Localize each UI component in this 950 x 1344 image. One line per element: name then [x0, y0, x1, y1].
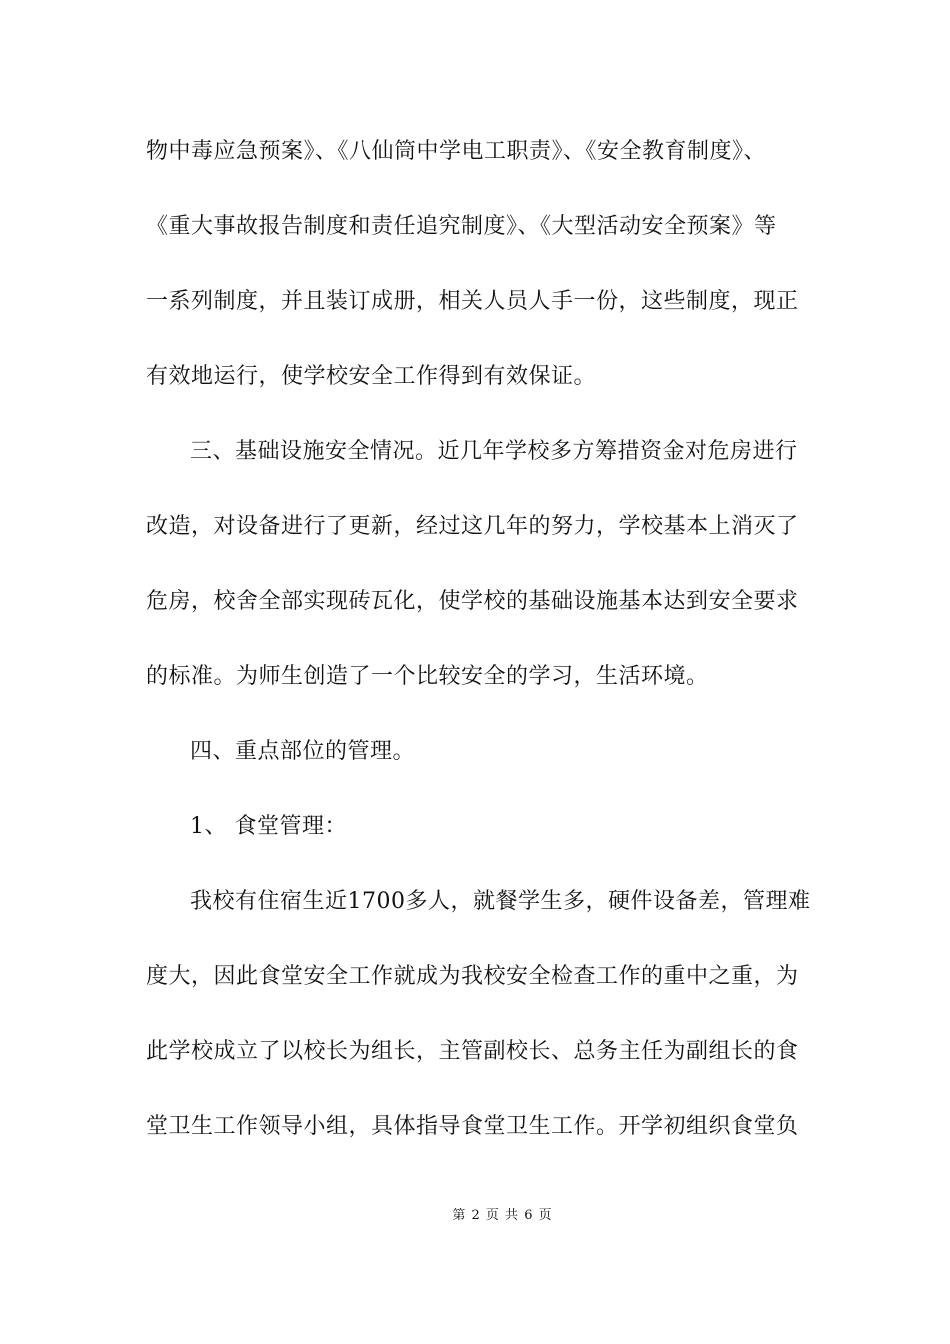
- page-number-footer: 第 2 页 共 6 页: [452, 1208, 553, 1223]
- section-heading: 四、重点部位的管理。: [190, 739, 416, 764]
- body-line: 一系列制度，并且装订成册，相关人员人手一份，这些制度，现正: [146, 289, 799, 314]
- body-line: 堂卫生工作领导小组，具体指导食堂卫生工作。开学初组织食堂负: [146, 1114, 799, 1139]
- paragraph-start-line: 三、基础设施安全情况。近几年学校多方筹措资金对危房进行: [190, 439, 798, 464]
- subsection-heading: 1、 食堂管理：: [190, 814, 347, 839]
- paragraph-start-line: 我校有住宿生近1700多人，就餐学生多，硬件设备差，管理难: [190, 889, 811, 914]
- body-line: 有效地运行，使学校安全工作得到有效保证。: [146, 364, 597, 389]
- body-line: 改造，对设备进行了更新，经过这几年的努力，学校基本上消灭了: [146, 514, 799, 539]
- body-line: 此学校成立了以校长为组长，主管副校长、总务主任为副组长的食: [146, 1039, 799, 1064]
- body-line: 《重大事故报告制度和责任追究制度》、《大型活动安全预案》等: [146, 214, 777, 239]
- body-line: 的标准。为师生创造了一个比较安全的学习，生活环境。: [146, 664, 709, 689]
- body-line: 物中毒应急预案》、《八仙筒中学电工职责》、《安全教育制度》、: [146, 139, 767, 164]
- body-line: 度大，因此食堂安全工作就成为我校安全检查工作的重中之重，为: [146, 964, 799, 989]
- body-line: 危房，校舍全部实现砖瓦化，使学校的基础设施基本达到安全要求: [146, 589, 799, 614]
